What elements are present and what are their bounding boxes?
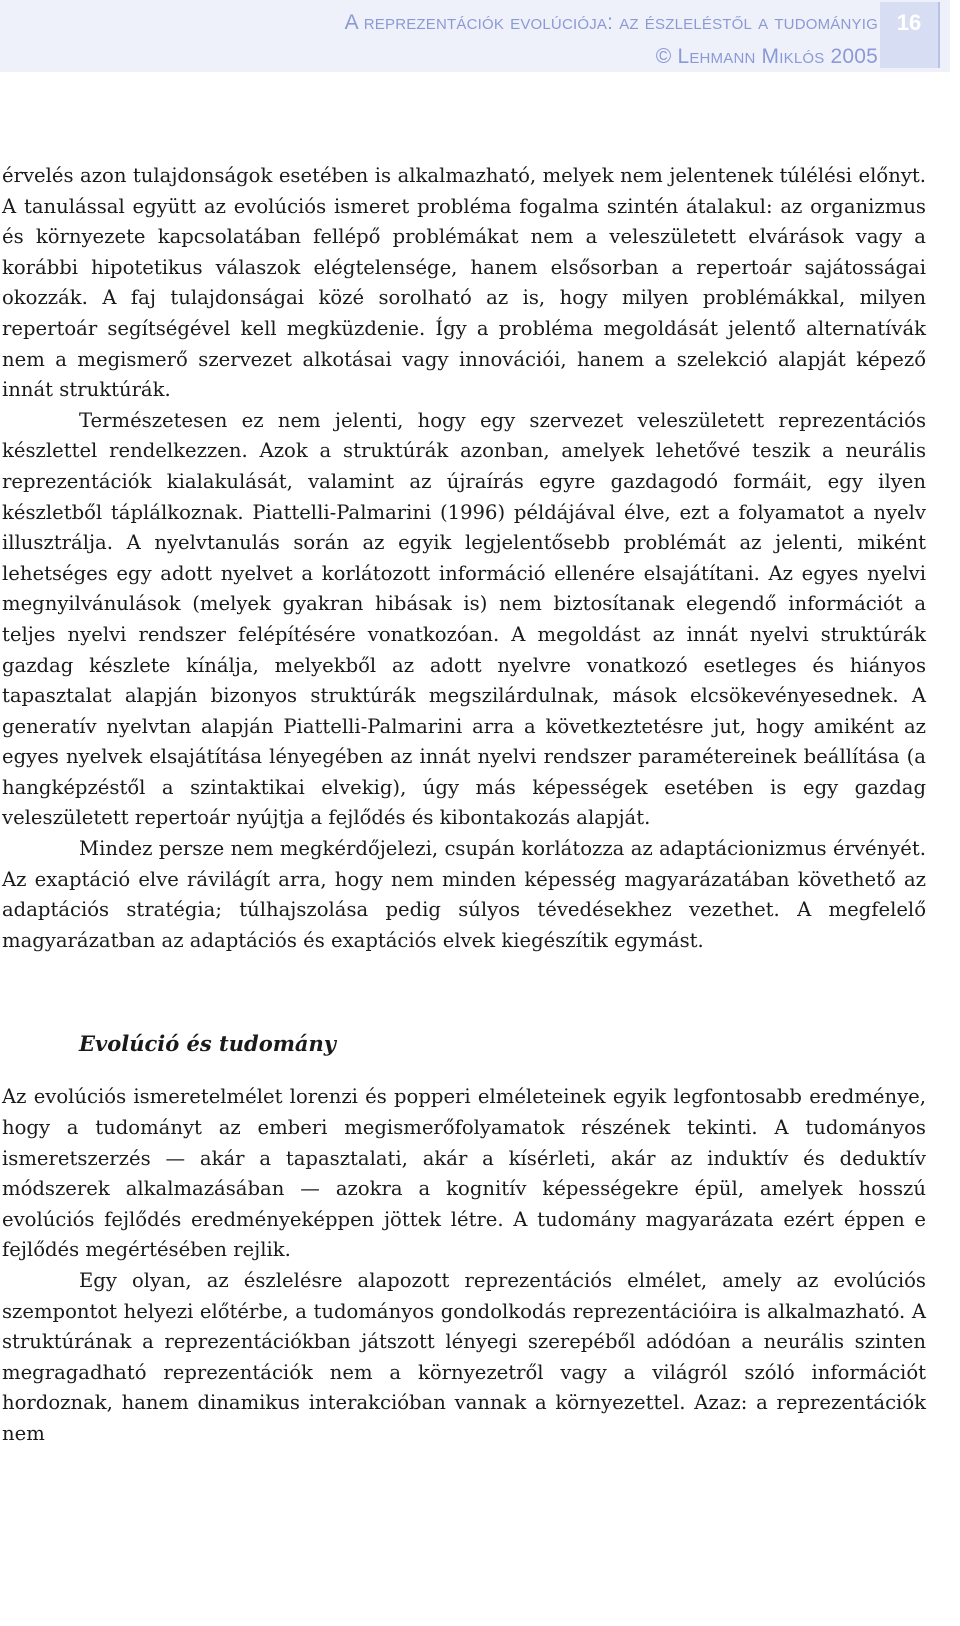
header-copyright: © Lehmann Miklós 2005 [655, 45, 878, 68]
section-heading: Evolúció és tudomány [79, 1031, 336, 1057]
paragraph: Az evolúciós ismeretelmélet lorenzi és popperi elméleteinek egyik legfontosabb eredménye, hogy a tudományt az emberi megismerőfolyamatok részének tekinti. A tudományos ismeretszerzés — akár a tapasztalati, akár a kísérleti, akár az induktív és deduktív módszerek alkalmazásában — azokra a kognitív képességekre épül, amelyek hosszú evolúciós fejlődés eredményeképpen jöttek létre. A tudomány magyarázata ezért éppen e fejlődés megértésében rejlik. [2, 1085, 926, 1262]
page-number: 16 [880, 2, 940, 68]
paragraph: Egy olyan, az észlelésre alapozott reprezentációs elmélet, amely az evolúciós szempontot helyezi előtérbe, a tudományos gondolkodás reprezentációira is alkalmazható. A struktúrának a reprezentációkban játszott lényegi szerepéből adódóan a neurális szinten megragadható reprezentációk nem a környezetről vagy a világról szóló információt hordoznak, hanem dinamikus interakcióban vannak a környezettel. Azaz: a reprezentációk nem [2, 1269, 926, 1445]
paragraph: Természetesen ez nem jelenti, hogy egy szervezet veleszületett reprezentációs készlettel rendelkezzen. Azok a struktúrák azonban, amelyek lehetővé teszik a neurális reprezentációk kialakulását, valamint az újraírás egyre gazdagodó formáit, egy ilyen készletből táplálkoznak. Piattelli-Palmarini (1996) példájával élve, ezt a folyamatot a nyelv illusztrálja. A nyelvtanulás során az egyik legjelentősebb problémát az jelenti, miként lehetséges egy adott nyelvet a korlátozott információ ellenére elsajátítani. Az egyes nyelvi megnyilvánulások (melyek gyakran hibásak is) nem biztosítanak elegendő információt a teljes nyelvi rendszer felépítésére vonatkozóan. A megoldást az innát nyelvi struktúrák gazdag készlete kínálja, melyekből az adott nyelvre vonatkozó esetleges és hiányos tapasztalat alapján bizonyos struktúrák megszilárdulnak, mások elcsökevényesednek. A generatív nyelvtan alapján Piattelli-Palmarini arra a következtetésre jut, hogy amiként az egyes nyelvek elsajátítása lényegében az innát nyelvi rendszer paramétereinek beállítása (a hangképzéstől a szintaktikai elvekig), úgy más képességek esetében is egy gazdag veleszületett repertoár nyújtja a fejlődés és kibontakozás alapját. [2, 408, 926, 830]
page-body [2, 161, 926, 1450]
running-header [0, 0, 950, 72]
paragraph: Mindez persze nem megkérdőjelezi, csupán korlátozza az adaptácionizmus érvényét. Az exaptáció elve rávilágít arra, hogy nem minden képesség magyarázatában követhető az adaptációs stratégia; túlhajszolása pedig súlyos tévedésekhez vezethet. A megfelelő magyarázatban az adaptációs és exaptációs elvek kiegészítik egymást. [2, 837, 926, 952]
header-title: A reprezentációk evolúciója: az észleléstől a tudományig [344, 11, 878, 34]
paragraph: érvelés azon tulajdonságok esetében is alkalmazható, melyek nem jelentenek túlélési előnyt. A tanulással együtt az evolúciós ismeret probléma fogalma szintén átalakul: az organizmus és környezete kapcsolatában fellépő problémákat nem a veleszületett elvárások vagy a korábbi hipotetikus válaszok elégtelensége, hanem elsősorban a repertoár sajátosságai okozzák. A faj tulajdonságai közé sorolható az is, hogy milyen problémákkal, milyen repertoár segítségével kell megküzdenie. Így a probléma megoldását jelentő alternatívák nem a megismerő szervezet alkotásai vagy innovációi, hanem a szelekció alapját képező innát struktúrák. [2, 164, 926, 402]
header-text [345, 6, 878, 74]
